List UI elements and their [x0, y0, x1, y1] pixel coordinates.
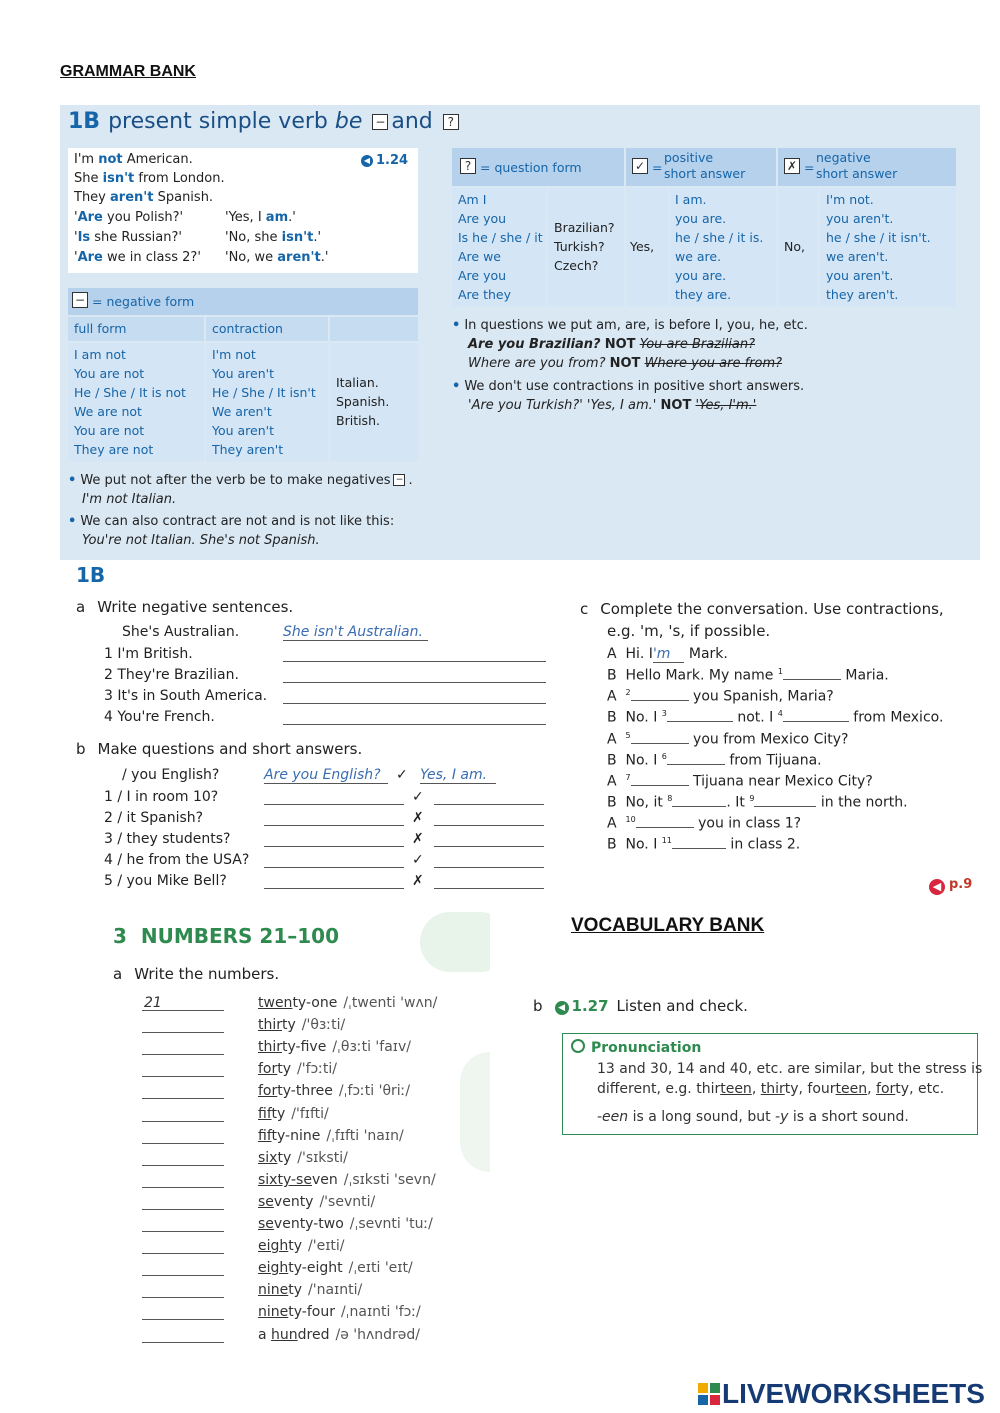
question-blank[interactable] [264, 804, 404, 805]
number-answer-blank[interactable] [142, 1209, 224, 1210]
col-full-form: full form [74, 321, 127, 336]
question-line: 'Are we in class 2?' [74, 250, 201, 265]
number-word: sixty-seven /ˌsɪksti 'sevn/ [258, 1172, 436, 1188]
neg-col-head-bg [330, 317, 418, 341]
dialogue-line: B No. I $^6$ from Tijuana. [607, 752, 822, 769]
number-answer-blank[interactable] [142, 1297, 224, 1298]
mark-icon: ✓ [412, 789, 424, 805]
pronunciation-text: 13 and 30, 14 and 40, etc. are similar, but the stress is different, e.g. thirteen, thirty, fourteen, forty, etc. -een is a long sound, but -y is a short sound. [597, 1061, 983, 1125]
number-word: ninety-four /ˌnaɪnti 'fɔː/ [258, 1304, 421, 1320]
exercise-a-item: 1 I'm British. [104, 646, 193, 662]
question-box-icon: ? [460, 158, 476, 174]
negative-cell: I'm not. you aren't. he / she / it isn't. we aren't. you aren't. they aren't. [826, 192, 931, 302]
number-answer-blank[interactable] [142, 1319, 224, 1320]
answer-line: 'No, she isn't.' [225, 230, 322, 245]
exercise-b-item: 5 / you Mike Bell? [104, 873, 227, 889]
pronunciation-title: Pronunciation [571, 1039, 701, 1056]
numbers-heading: 3 NUMBERS 21–100 [113, 924, 339, 948]
dialogue-line: B Hello Mark. My name $^1$ Maria. [607, 667, 889, 684]
cross-box-icon: ✗ [784, 158, 800, 177]
answer-blank[interactable] [434, 846, 544, 847]
exercise-b-item: 2 / it Spanish? [104, 810, 204, 826]
answer-line [420, 783, 496, 784]
dialogue-line: A $^5$ you from Mexico City? [607, 731, 849, 748]
answer-blank[interactable] [667, 721, 733, 722]
answer-blank[interactable] [283, 703, 546, 704]
number-word: a hundred /ə 'hʌndrəd/ [258, 1327, 421, 1343]
q-head-pos-eq: = [652, 160, 663, 175]
exercise-b-heading: b Make questions and short answers. [76, 740, 363, 758]
unit-label: 1B [68, 109, 101, 134]
number-word: thirty-five /ˌθɜːti 'faɪv/ [258, 1039, 411, 1055]
exercise-a-example-answer: She isn't Australian. [283, 624, 423, 640]
number-word: forty-three /ˌfɔːti 'θriː/ [258, 1083, 411, 1099]
speaker-icon: ◀ [361, 155, 373, 167]
minus-box-icon: − [393, 474, 405, 486]
nation-cell: Brazilian? Turkish? Czech? [554, 220, 615, 273]
answer-blank[interactable] [631, 700, 689, 701]
number-answer-blank[interactable] [142, 1098, 224, 1099]
answer-blank[interactable] [672, 806, 726, 807]
answer-line [264, 783, 388, 784]
answer-line [283, 640, 428, 641]
answer-blank[interactable] [283, 724, 546, 725]
question-blank[interactable] [264, 867, 404, 868]
q-head-neg-eq: = [804, 160, 815, 175]
minus-box-icon: − [72, 292, 88, 308]
answer-blank[interactable] [783, 721, 849, 722]
liveworksheets-logo: LIVEWORKSHEETS [698, 1378, 985, 1410]
question-box-icon: ? [443, 114, 459, 130]
exercise-a-example: She's Australian. [122, 624, 240, 640]
exercise-a-item: 2 They're Brazilian. [104, 667, 239, 683]
magnifier-icon [571, 1039, 585, 1053]
number-answer-blank[interactable] [142, 1165, 224, 1166]
answer-blank[interactable] [283, 682, 546, 683]
exercise-b-example: / you English? [122, 767, 220, 783]
minus-box-icon: − [372, 114, 388, 130]
mark-icon: ✗ [412, 810, 424, 826]
number-answer-blank[interactable] [142, 1253, 224, 1254]
number-answer-blank[interactable] [142, 1231, 224, 1232]
note-short-answers: • We don't use contractions in positive short answers. 'Are you Turkish?' 'Yes, I am.' NOT 'Yes, I'm.' [452, 379, 805, 413]
q-head-question: ? = question form [460, 158, 582, 177]
yes-cell: Yes, [630, 239, 655, 254]
dialogue-line: B No. I $^3$ not. I $^4$ from Mexico. [607, 709, 944, 726]
title-and: and [391, 109, 433, 134]
answer-blank[interactable] [754, 806, 816, 807]
exercise-a-item: 3 It's in South America. [104, 688, 268, 704]
answer-blank[interactable] [783, 679, 841, 680]
question-blank[interactable] [264, 846, 404, 847]
answer-line: 'No, we aren't.' [225, 250, 329, 265]
dialogue-line: B No, it $^8$ . It $^9$ in the north. [607, 794, 908, 811]
exercise-b-item: 4 / he from the USA? [104, 852, 250, 868]
exercise-c-heading: c Complete the conversation. Use contractions, e.g. 'm, 's, if possible. [580, 600, 944, 640]
grammar-bank-heading: GRAMMAR BANK [60, 63, 196, 80]
dialogue-line: A $^{10}$ you in class 1? [607, 815, 802, 832]
dialogue-line: A $^7$ Tijuana near Mexico City? [607, 773, 873, 790]
mark-icon: ✓ [412, 852, 424, 868]
number-word: twenty-one /ˌtwenti 'wʌn/ [258, 995, 438, 1011]
answer-blank[interactable] [434, 804, 544, 805]
neg-table-label: − = negative form [72, 292, 194, 311]
question-blank[interactable] [264, 888, 404, 889]
answer-blank[interactable] [672, 848, 726, 849]
example-line: I'm not American. [74, 152, 193, 167]
exercise-b-example-answer: Yes, I am. [420, 767, 488, 783]
number-answer-blank[interactable] [142, 1187, 224, 1188]
positive-cell: I am. you are. he / she / it is. we are. you are. they are. [675, 192, 764, 302]
exercise-b-item: 3 / they students? [104, 831, 231, 847]
audio-number: 1.24 [376, 153, 409, 168]
col-contraction: contraction [212, 321, 283, 336]
audio-ref[interactable] [361, 153, 408, 168]
note-contract: • We can also contract are not and is not like this: You're not Italian. She's not Spanish. [68, 514, 395, 548]
answer-blank[interactable] [631, 743, 689, 744]
dialogue-line: A $^2$ you Spanish, Maria? [607, 688, 834, 705]
answer-blank[interactable] [636, 827, 694, 828]
exercise-b-item: 1 / I in room 10? [104, 789, 219, 805]
exercise-unit: 1B [76, 563, 106, 587]
examples-box [68, 148, 418, 273]
number-word: seventy /'sevnti/ [258, 1194, 376, 1210]
answer-blank[interactable] [283, 661, 546, 662]
question-line: 'Is she Russian?' [74, 230, 182, 245]
check-icon: ✓ [396, 767, 408, 783]
answer-line: 'Yes, I am.' [225, 210, 296, 225]
pronunciation-box [562, 1033, 983, 1135]
background-decoration [400, 912, 490, 1302]
number-answer-blank[interactable] [142, 1342, 224, 1343]
number-answer-blank[interactable] [142, 1076, 224, 1077]
answer-blank[interactable] [434, 867, 544, 868]
arrow-left-icon: ◀ [929, 879, 945, 895]
exercise-a-item: 4 You're French. [104, 709, 215, 725]
nationality-cell: Italian. Spanish. British. [336, 375, 390, 428]
title-text: present simple verb [108, 109, 328, 134]
q-head-negative: negative short answer [816, 150, 898, 181]
mark-icon: ✗ [412, 831, 424, 847]
number-answer-blank[interactable] [142, 1121, 224, 1122]
full-form-cell: I am not You are not He / She / It is not We are not You are not They are not [74, 347, 186, 457]
question-line: 'Are you Polish?' [74, 210, 184, 225]
number-word: ninety /'naɪnti/ [258, 1282, 363, 1298]
answer-blank[interactable] [434, 888, 544, 889]
number-word: eighty-eight /ˌeɪti 'eɪt/ [258, 1260, 413, 1276]
number-answer-blank[interactable] [142, 1143, 224, 1144]
number-word: fifty-nine /ˌfɪfti 'naɪn/ [258, 1128, 404, 1144]
grammar-title [68, 109, 462, 134]
title-verb: be [334, 109, 363, 134]
check-box-icon: ✓ [632, 158, 648, 177]
question-cell: Am I Are you Is he / she / it Are we Are you Are they [458, 192, 543, 302]
logo-icon [698, 1383, 720, 1405]
number-answer-blank[interactable] [142, 1032, 224, 1033]
no-cell: No, [784, 239, 805, 254]
number-answer-blank[interactable] [142, 1054, 224, 1055]
note-negatives: • We put not after the verb be to make negatives − . I'm not Italian. [68, 473, 413, 507]
numbers-a-heading: a Write the numbers. [113, 965, 280, 983]
mark-icon: ✗ [412, 873, 424, 889]
answer-blank[interactable] [434, 825, 544, 826]
numbers-b-heading: b ◀ 1.27 Listen and check. [533, 997, 748, 1015]
example-line: She isn't from London. [74, 171, 225, 186]
question-blank[interactable] [264, 825, 404, 826]
vocabulary-bank-heading: VOCABULARY BANK [571, 915, 765, 936]
exercise-b-example-question: Are you English? [264, 767, 381, 783]
example-line: They aren't Spanish. [74, 190, 214, 205]
answer-blank[interactable] [667, 764, 725, 765]
number-word: fifty /'fɪfti/ [258, 1106, 329, 1122]
number-word: thirty /'θɜːti/ [258, 1017, 346, 1033]
exercise-a-heading: a Write negative sentences. [76, 598, 294, 616]
page-reference[interactable]: ◀ p.9 [929, 877, 972, 895]
number-word: sixty /'sɪksti/ [258, 1150, 348, 1166]
number-word: forty /'fɔːti/ [258, 1061, 338, 1077]
number-word: eighty /'eɪti/ [258, 1238, 345, 1254]
contraction-cell: I'm not You aren't He / She / It isn't We aren't You aren't They aren't [212, 347, 316, 457]
number-answer-blank[interactable] [142, 1275, 224, 1276]
speaker-icon: ◀ [555, 1001, 569, 1015]
number-word: seventy-two /ˌsevnti 'tuː/ [258, 1216, 433, 1232]
dialogue-line: B No. I $^{11}$ in class 2. [607, 836, 801, 853]
answer-blank[interactable] [631, 785, 689, 786]
q-head-positive: positive short answer [664, 150, 746, 181]
number-example-answer: 21 [144, 995, 162, 1011]
note-questions: • In questions we put am, are, is before I, you, he, etc. Are you Brazilian? NOT You are Brazilian? Where are you from? NOT Where you are from? [452, 318, 808, 371]
dialogue-line: A Hi. I'm Mark. [607, 646, 728, 662]
